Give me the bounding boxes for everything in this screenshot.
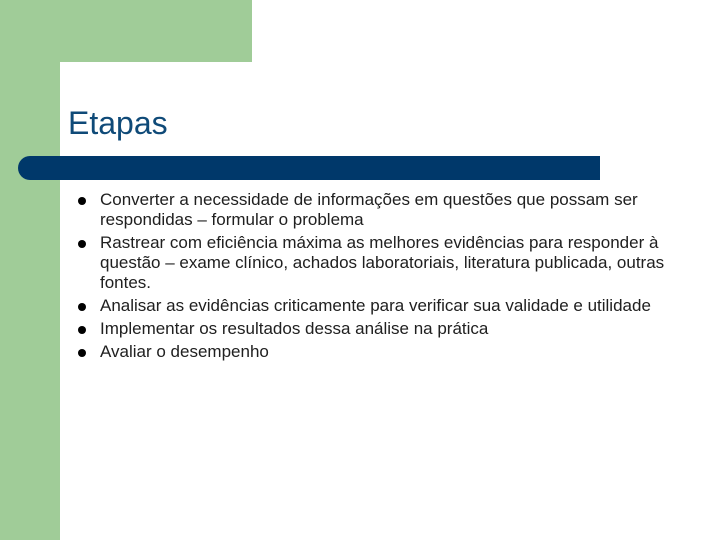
- bullet-text: Rastrear com eficiência máxima as melhores evidências para responder à questão – exame clínico, achados laboratoriais, literatura publicada, outras fontes.: [100, 233, 665, 292]
- bullet-text: Converter a necessidade de informações em questões que possam ser respondidas – formular o problema: [100, 190, 638, 229]
- bullet-dot-icon: [78, 240, 86, 248]
- bullet-text: Avaliar o desempenho: [100, 342, 269, 361]
- bullet-item: [76, 233, 676, 293]
- slide-title: Etapas: [68, 105, 168, 141]
- bullet-item: [76, 190, 676, 230]
- bullet-dot-icon: [78, 349, 86, 357]
- bullet-text: Analisar as evidências criticamente para verificar sua validade e utilidade: [100, 296, 651, 315]
- bullet-dot-icon: [78, 326, 86, 334]
- title-underline-bar: [18, 156, 600, 180]
- bullet-item: [76, 342, 676, 362]
- bullet-dot-icon: [78, 303, 86, 311]
- bullet-item: [76, 319, 676, 339]
- bullet-list: [76, 190, 676, 365]
- bullet-dot-icon: [78, 197, 86, 205]
- bullet-item: [76, 296, 676, 316]
- decorative-green-band-left: [0, 0, 60, 540]
- bullet-text: Implementar os resultados dessa análise na prática: [100, 319, 489, 338]
